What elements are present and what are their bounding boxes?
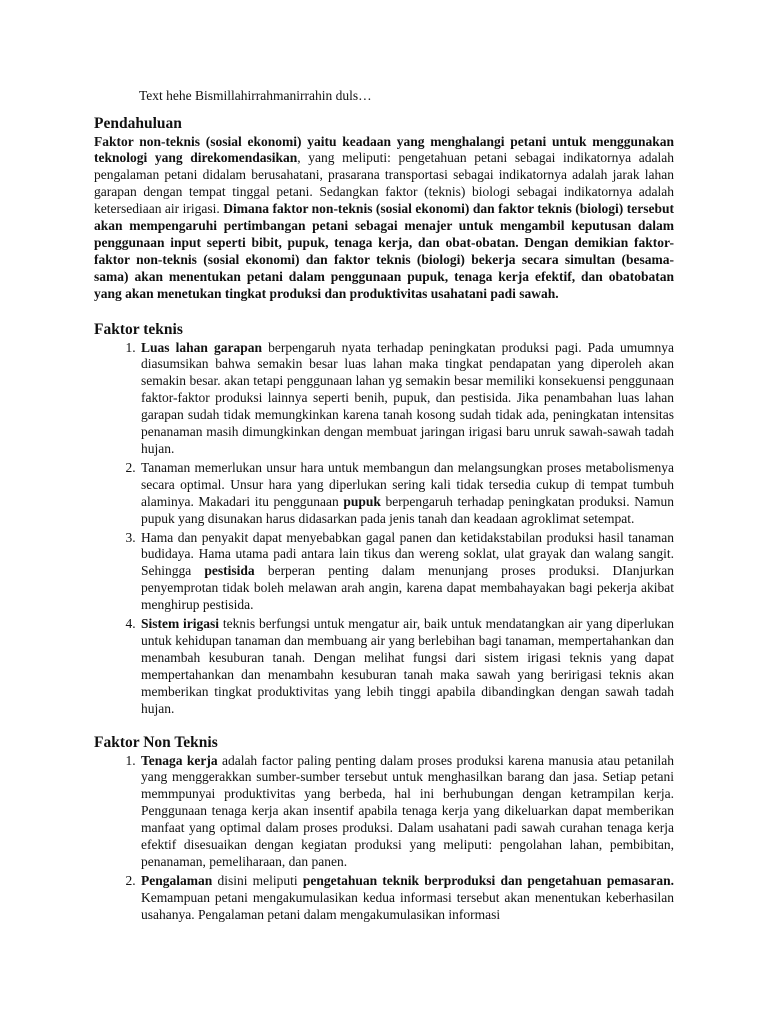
item-text: adalah factor paling penting dalam proses produksi karena manusia atau petanilah yang menggerakkan sumber-sumber tersebut untuk menghasilkan barang dan jasa. Setiap petani memmpunyai produktivitas yang berbeda, hal ini berhubungan dengan ketrampilan kerja. Penggunaan tenaga kerja akan insentif apabila tenaga kerja yang dikeluarkan dapat memberikan manfaat yang optimal dalam proses produksi. Dalam usahatani padi sawah curahan tenaga kerja efektif disesuaikan dengan kegiatan produksi yang meliputi: pengolahan lahan, pembibitan, penanaman, pemeliharaan, dan panen. bbox=[141, 752, 674, 869]
item-term: pestisida bbox=[204, 563, 255, 579]
item-term: pupuk bbox=[343, 493, 381, 509]
item-text-pre: Tanaman memerlukan unsur hara untuk membangun dan melangsungkan proses metabolismenya secara optimal. Unsur hara yang diperlukan sering kali tidak tersedia cukup di tempat tumbuh alaminya. Makadari itu penggunaan bbox=[141, 459, 674, 509]
item-text: berpengaruh nyata terhadap peningkatan produksi pagi. Pada umumnya diasumsikan bahwa semakin besar luas lahan maka tingkat pendapatan yang diperoleh akan semakin besar. akan tetapi penggunaan lahan yg semakin besar memiliki konsekuensi penggunaan faktor-faktor produksi lainnya seperti benih, pupuk, dan pestisida. Jika penambahan luas lahan garapan sudah tidak memungkinkan karena tanah kosong sudah tidak ada, peningkatan intensitas penanaman masih dimungkinkan dengan membuat jaringan irigasi baru unruk sawah-sawah tadah hujan. bbox=[141, 339, 674, 456]
section-title-faktor-non-teknis: Faktor Non Teknis bbox=[94, 733, 218, 751]
item-term-2: pengetahuan teknik berproduksi dan pengetahuan pemasaran. bbox=[302, 872, 674, 888]
item-term: Sistem irigasi bbox=[141, 616, 220, 632]
faktor-non-teknis-list bbox=[94, 753, 674, 924]
pendahuluan-paragraph bbox=[94, 134, 674, 303]
list-item bbox=[139, 460, 674, 528]
faktor-teknis-list bbox=[94, 340, 674, 718]
item-text: berperan penting dalam menunjang proses produksi. DIanjurkan penyemprotan tidak boleh melawan arah angin, karena dapat membahayakan bagi pekerja akibat menghirup pestisida. bbox=[141, 563, 675, 613]
item-text: berpengaruh terhadap peningkatan produksi. Namun pupuk yang disunakan harus didasarkan pada jenis tanah dan keadaan agroklimat setempat. bbox=[141, 493, 674, 526]
section-title-pendahuluan: Pendahuluan bbox=[94, 114, 182, 132]
item-term: Pengalaman bbox=[141, 872, 213, 888]
section-title-faktor-teknis: Faktor teknis bbox=[94, 320, 183, 338]
list-item bbox=[139, 873, 674, 924]
pendahuluan-bold-3: Dimana faktor non-teknis (sosial ekonomi) dan faktor teknis (biologi) tersebut akan mempengaruhi pertimbangan petani sebagai menajer untuk mengambil keputusan dalam penggunaan input seperti bibit, pupuk, tenaga kerja, dan obat-obatan. Dengan demikian faktor-faktor non-teknis (sosial ekonomi) dan faktor teknis (biologi) bekerja secara simultan (besama-sama) akan menentukan petani dalam penggunaan pupuk, tenaga kerja efektif, dan obatobatan yang akan menetukan tingkat produksi dan produktivitas usahatani padi sawah. bbox=[94, 201, 674, 301]
list-item bbox=[139, 340, 674, 458]
list-item bbox=[139, 616, 674, 717]
item-text-mid: disini meliputi bbox=[212, 872, 303, 888]
list-item bbox=[139, 530, 674, 615]
item-text: teknis berfungsi untuk mengatur air, baik untuk mendatangkan air yang diperlukan untuk kehidupan tanaman dan membuang air yang berlebihan bagi tanaman, mempertahankan dan menambah kesuburan tanah. Dengan melihat fungsi dari sistem irigasi teknis yang dapat mempertahankan dan menambahn kesuburan tanah maka sawah yang beririgasi teknis akan memberikan tingkat produktivitas yang lebih tinggi apabila dibandingkan dengan sawah tadah hujan. bbox=[141, 616, 674, 716]
pendahuluan-bold-1: Faktor non-teknis (sosial ekonomi) yaitu keadaan yang menghalangi petani untuk menggunakan teknologi yang direkomendasikan bbox=[94, 133, 674, 166]
item-term: Tenaga kerja bbox=[141, 752, 218, 768]
intro-line: Text hehe Bismillahirrahmanirrahin duls… bbox=[139, 88, 372, 103]
item-term: Luas lahan garapan bbox=[141, 339, 262, 355]
pendahuluan-text-2: , yang meliputi: pengetahuan petani sebagai indikatornya adalah pengalaman petani didalam berusahatani, prasarana transportasi sebagai indikatornya adalah jarak lahan garapan dengan tempat tinggal petani. Sedangkan faktor (teknis) biologi sebagai indikatornya adalah ketersediaan air irigasi. bbox=[94, 150, 675, 217]
item-text-pre: Hama dan penyakit dapat menyebabkan gagal panen dan ketidakstabilan produksi hasil tanaman budidaya. Hama utama padi antara lain tikus dan wereng soklat, ulat grayak dan walang sangit. Sehingga bbox=[141, 529, 674, 579]
item-text: Kemampuan petani mengakumulasikan kedua informasi tersebut akan menentukan keberhasilan usahanya. Pengalaman petani dalam mengakumulasikan informasi bbox=[141, 889, 674, 922]
list-item bbox=[139, 753, 674, 871]
